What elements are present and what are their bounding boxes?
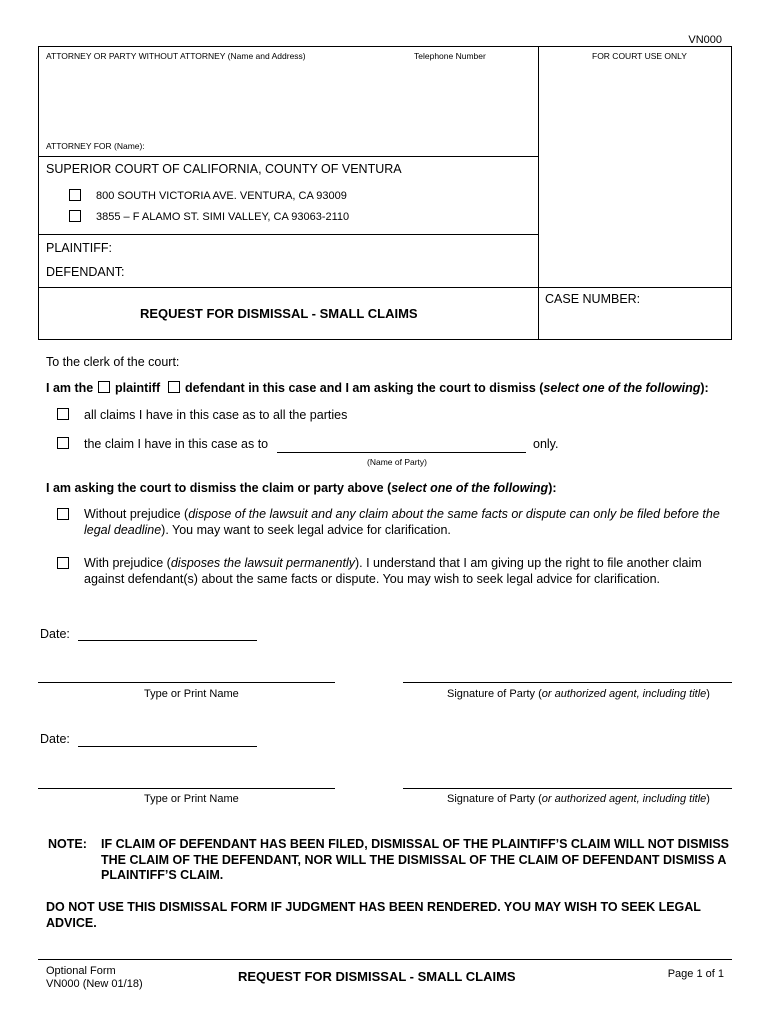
- note-text: IF CLAIM OF DEFENDANT HAS BEEN FILED, DISMISSAL OF THE PLAINTIFF’S CLAIM WILL NOT DISMISS THE CLAIM OF THE DEFENDANT, NOR WILL THE DISMISSAL OF THE CLAIM OF DEFENDANT DISMISS A PLAINTIFF’S CLAIM.: [101, 837, 730, 882]
- with-prejudice-checkbox[interactable]: [57, 557, 69, 569]
- form-code: VN000: [688, 34, 722, 46]
- note-label: NOTE:: [48, 837, 87, 851]
- type-print-name-2: Type or Print Name: [144, 793, 239, 805]
- address-2-checkbox[interactable]: [69, 210, 81, 222]
- date-label-2: Date:: [40, 732, 70, 746]
- plaintiff-text: plaintiff: [115, 381, 161, 395]
- footer-title: REQUEST FOR DISMISSAL - SMALL CLAIMS: [238, 969, 516, 984]
- defendant-label: DEFENDANT:: [46, 265, 125, 279]
- claim-as-to-checkbox[interactable]: [57, 437, 69, 449]
- signature-line-2[interactable]: [403, 788, 732, 789]
- print-name-line-2[interactable]: [38, 788, 335, 789]
- i-am-the: I am the: [46, 381, 94, 395]
- divider-line: [38, 287, 732, 288]
- all-claims-text: all claims I have in this case as to all the parties: [84, 408, 348, 422]
- signature-line-1[interactable]: [403, 682, 732, 683]
- with-prejudice-text: With prejudice (disposes the lawsuit permanently). I understand that I am giving up the right to file another claim against defendant(s) about the same facts or dispute. You may wish to seek legal advice for clarification.: [84, 556, 702, 586]
- plaintiff-checkbox[interactable]: [98, 381, 110, 393]
- attorney-for-label: ATTORNEY FOR (Name):: [46, 141, 145, 151]
- form-version: VN000 (New 01/18): [46, 978, 143, 990]
- without-prejudice-text: Without prejudice (dispose of the lawsuit and any claim about the same facts or dispute can only be filed before the legal deadline). You may want to seek legal advice for clarification.: [84, 507, 720, 537]
- claim-as-to-text: the claim I have in this case as to: [84, 437, 269, 451]
- warning-text: DO NOT USE THIS DISMISSAL FORM IF JUDGMENT HAS BEEN RENDERED. YOU MAY WISH TO SEEK LEGAL ADVICE.: [46, 900, 701, 930]
- dismiss-sentence: defendant in this case and I am asking the court to dismiss (select one of the following):: [185, 381, 709, 395]
- divider-line: [38, 156, 539, 157]
- address-1-checkbox[interactable]: [69, 189, 81, 201]
- without-prejudice-checkbox[interactable]: [57, 508, 69, 520]
- page-number: Page 1 of 1: [667, 968, 724, 980]
- address-2: 3855 – F ALAMO ST. SIMI VALLEY, CA 93063-2110: [96, 211, 350, 223]
- signature-label-1: Signature of Party (or authorized agent, including title): [447, 688, 710, 700]
- all-claims-checkbox[interactable]: [57, 408, 69, 420]
- date-label-1: Date:: [40, 627, 70, 641]
- date-field-1[interactable]: [78, 640, 257, 641]
- defendant-checkbox[interactable]: [168, 381, 180, 393]
- attorney-label: ATTORNEY OR PARTY WITHOUT ATTORNEY (Name and Address): [46, 51, 306, 61]
- print-name-line-1[interactable]: [38, 682, 335, 683]
- signature-label-2: Signature of Party (or authorized agent, including title): [447, 793, 710, 805]
- dismiss-heading: I am asking the court to dismiss the claim or party above (select one of the following):: [46, 481, 557, 495]
- party-name-field[interactable]: [277, 452, 526, 453]
- court-use-divider: [538, 46, 539, 340]
- optional-form-label: Optional Form: [46, 965, 116, 977]
- case-number-label: CASE NUMBER:: [545, 292, 641, 306]
- footer-divider: [38, 959, 732, 960]
- court-use-label: FOR COURT USE ONLY: [592, 51, 687, 61]
- address-1: 800 SOUTH VICTORIA AVE. VENTURA, CA 93009: [96, 190, 347, 202]
- plaintiff-label: PLAINTIFF:: [46, 241, 112, 255]
- form-title: REQUEST FOR DISMISSAL - SMALL CLAIMS: [140, 306, 418, 321]
- to-clerk: To the clerk of the court:: [46, 355, 180, 369]
- name-of-party-label: (Name of Party): [367, 457, 427, 467]
- type-print-name-1: Type or Print Name: [144, 688, 239, 700]
- only-text: only.: [533, 437, 559, 451]
- date-field-2[interactable]: [78, 746, 257, 747]
- court-name: SUPERIOR COURT OF CALIFORNIA, COUNTY OF VENTURA: [46, 162, 402, 176]
- telephone-label: Telephone Number: [414, 51, 486, 61]
- divider-line: [38, 234, 539, 235]
